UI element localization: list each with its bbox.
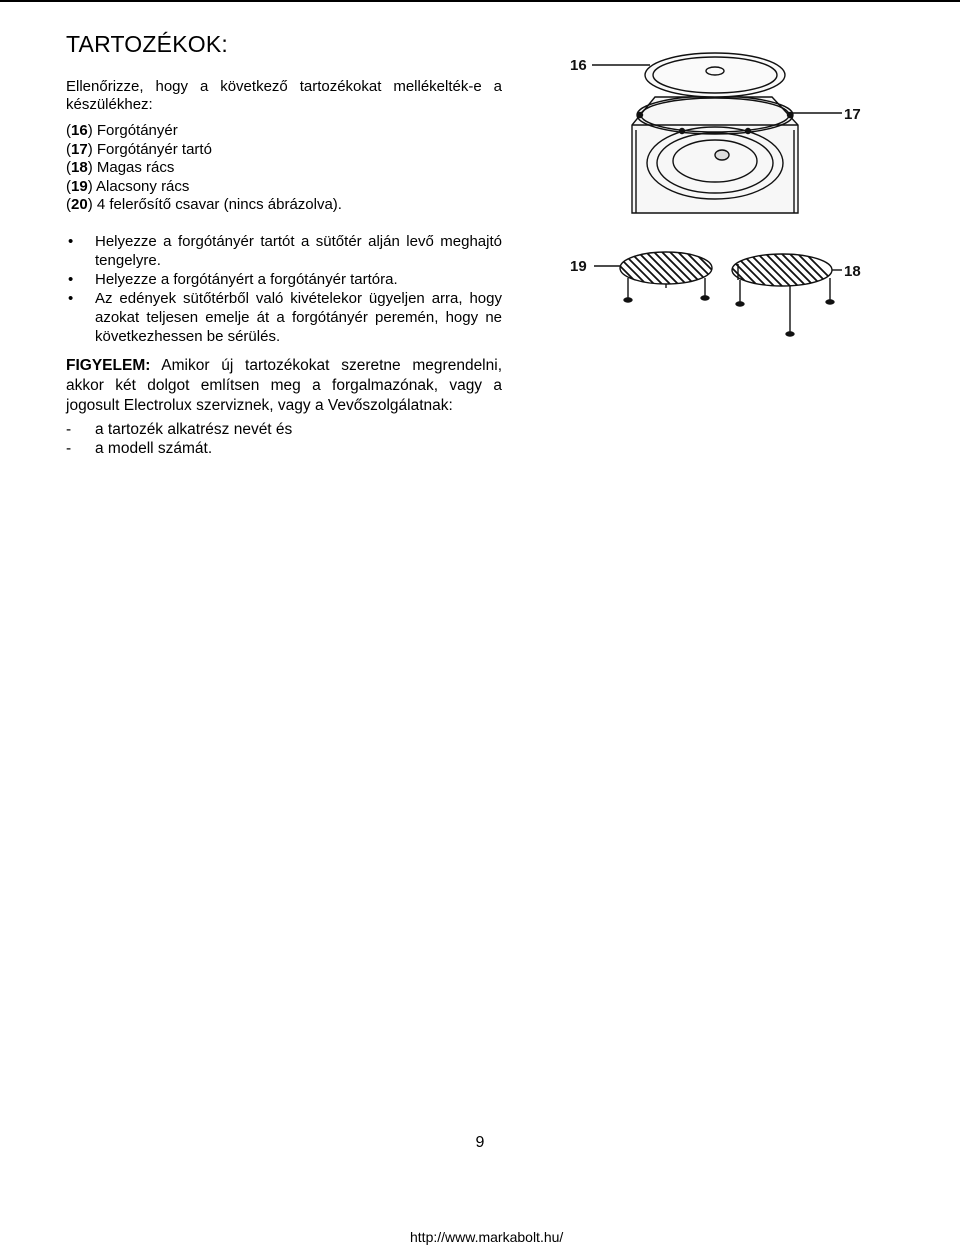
warning-text: Amikor új tartozékokat szeretne megrendelni, akkor két dolgot említsen meg a forgalmazónak, vagy a jogosult Electrolux szerviznek, vagy a Vevőszolgálatnak:	[66, 357, 503, 414]
turntable-illustration	[560, 45, 870, 220]
bullet-item: • Helyezze a forgótányért a forgótányér tartóra.	[68, 271, 398, 288]
list-item: (17) Forgótányér tartó	[66, 140, 212, 158]
list-item: (20) 4 felerősítő csavar (nincs ábrázolva).	[66, 196, 342, 213]
racks-illustration	[560, 240, 870, 345]
bullet-item: • Helyezze a forgótányér tartót a sütőtér alján levő meghajtó tengelyre.	[68, 233, 502, 269]
list-item: - a tartozék alkatrész nevét és	[66, 421, 293, 438]
label-19: 19	[570, 258, 587, 275]
accessory-list	[66, 122, 502, 215]
warning-paragraph	[66, 356, 502, 416]
list-item: (16) Forgótányér	[66, 122, 178, 139]
page-title: TARTOZÉKOK:	[66, 31, 228, 57]
label-18: 18	[844, 263, 861, 280]
list-item: (18) Magas rács	[66, 159, 175, 176]
warning-label: FIGYELEM:	[66, 357, 151, 374]
top-rule	[0, 0, 960, 2]
label-16: 16	[570, 57, 587, 74]
label-17: 17	[844, 106, 861, 123]
footer-link[interactable]: http://www.markabolt.hu/	[410, 1229, 564, 1245]
bullet-icon: •	[68, 290, 74, 307]
list-item: - a modell számát.	[66, 440, 213, 457]
bullet-icon: •	[68, 271, 74, 288]
order-info-list	[66, 420, 502, 458]
list-item: (19) Alacsony rács	[66, 177, 190, 195]
instruction-bullets	[66, 232, 502, 346]
intro-paragraph: Ellenőrizze, hogy a következő tartozékokat mellékelték-e a készülékhez:	[66, 78, 502, 113]
bullet-icon: •	[68, 233, 74, 250]
bullet-item: • Az edények sütőtérből való kivételekor ügyeljen arra, hogy azokat teljesen emelje át a forgótányér peremén, hogy ne következhessen be sérülés.	[68, 290, 502, 345]
page-number: 9	[475, 1134, 485, 1151]
